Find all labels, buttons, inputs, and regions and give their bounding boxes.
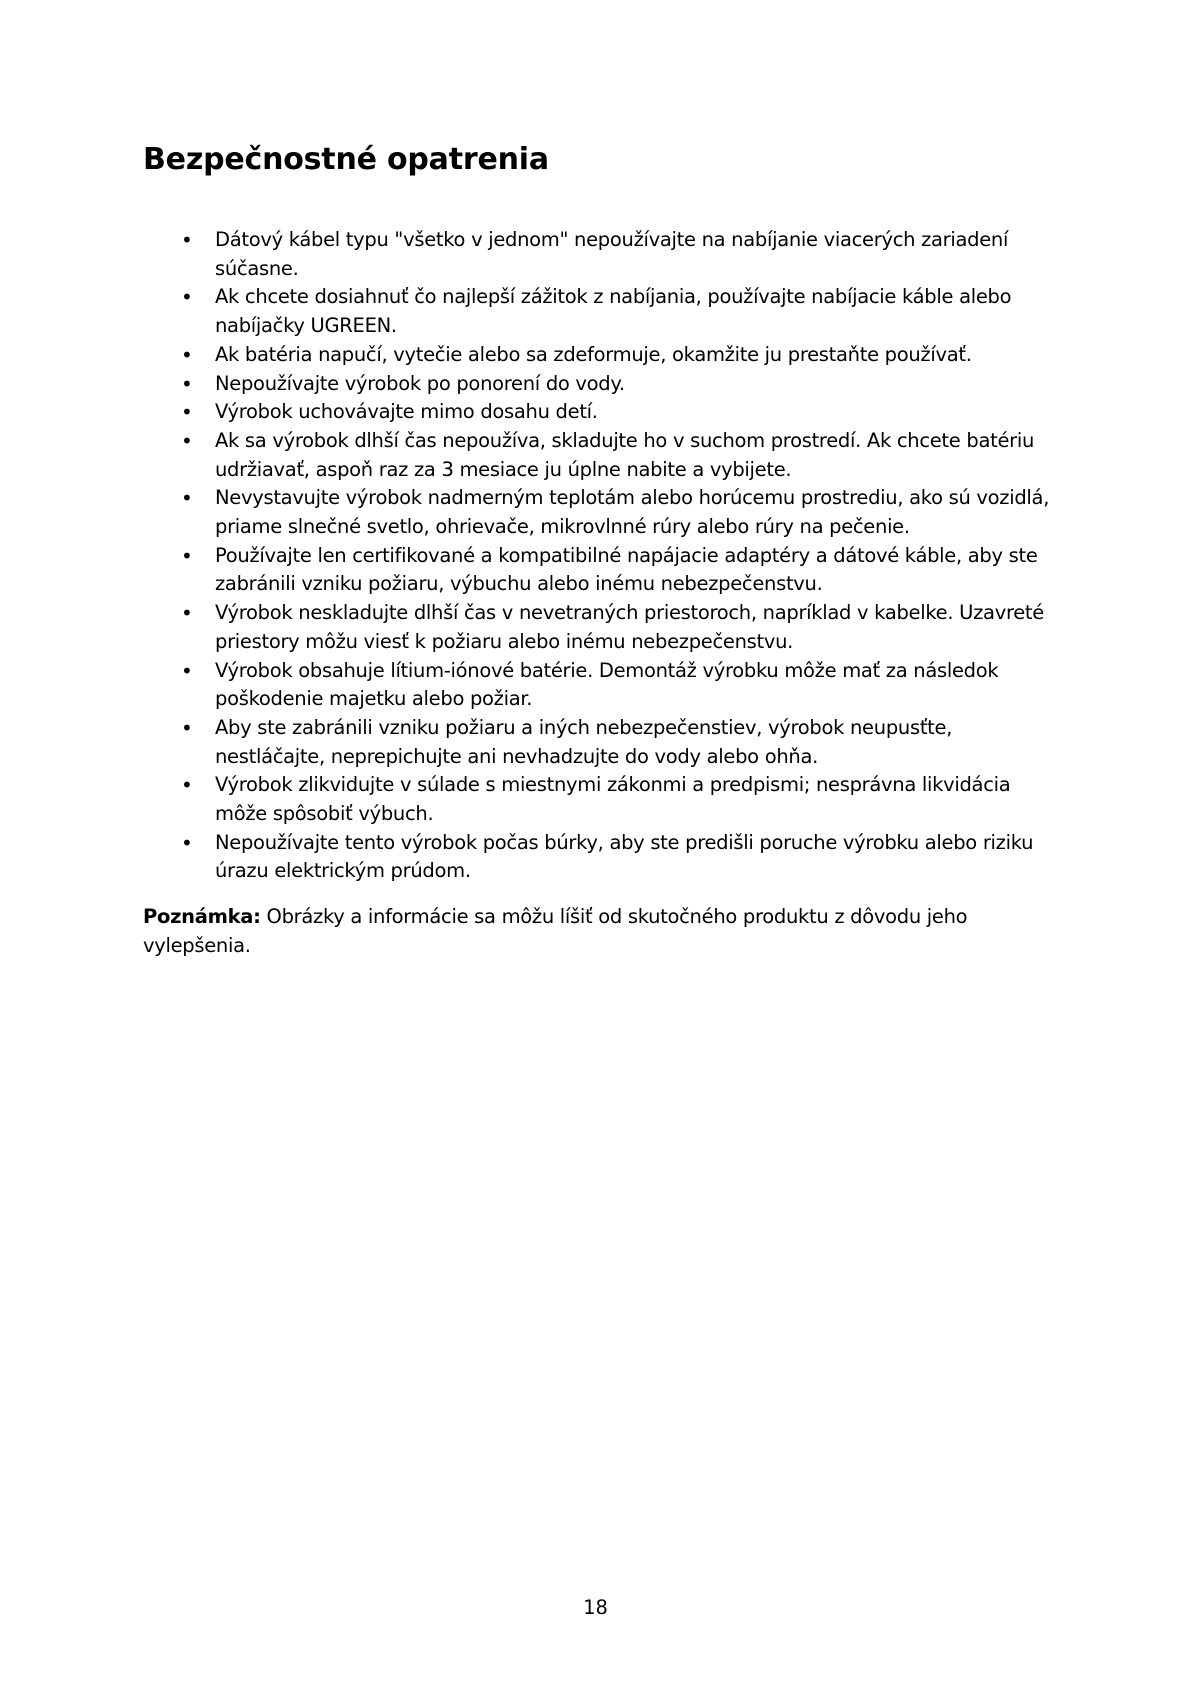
list-item: • Výrobok uchovávajte mimo dosahu detí.	[143, 398, 1063, 427]
note-text: Obrázky a informácie sa môžu líšiť od skutočného produktu z dôvodu jeho vylepšenia.	[143, 905, 968, 957]
precautions-list	[143, 226, 1063, 886]
note-paragraph	[143, 903, 1063, 960]
list-item: • Výrobok obsahuje lítium-iónové batérie. Demontáž výrobku môže mať za následok poškodenie majetku alebo požiar.	[143, 657, 1063, 714]
page-title: Bezpečnostné opatrenia	[143, 142, 549, 177]
note-label: Poznámka:	[143, 905, 261, 928]
list-item: • Nepoužívajte výrobok po ponorení do vody.	[143, 370, 1063, 399]
list-item: • Ak chcete dosiahnuť čo najlepší zážitok z nabíjania, používajte nabíjacie káble alebo nabíjačky UGREEN.	[143, 283, 1063, 340]
list-item: • Dátový kábel typu "všetko v jednom" nepoužívajte na nabíjanie viacerých zariadení súčasne.	[143, 226, 1063, 283]
list-item: • Výrobok neskladujte dlhší čas v nevetraných priestoroch, napríklad v kabelke. Uzavreté priestory môžu viesť k požiaru alebo inému nebezpečenstvu.	[143, 599, 1063, 656]
page-number: 18	[583, 1596, 608, 1619]
list-item: • Nepoužívajte tento výrobok počas búrky, aby ste predišli poruche výrobku alebo riziku úrazu elektrickým prúdom.	[143, 829, 1063, 886]
list-item: • Výrobok zlikvidujte v súlade s miestnymi zákonmi a predpismi; nesprávna likvidácia môže spôsobiť výbuch.	[143, 771, 1063, 828]
list-item: • Používajte len certifikované a kompatibilné napájacie adaptéry a dátové káble, aby ste zabránili vzniku požiaru, výbuchu alebo inému nebezpečenstvu.	[143, 542, 1063, 599]
list-item: • Ak batéria napučí, vytečie alebo sa zdeformuje, okamžite ju prestaňte používať.	[143, 341, 1063, 370]
list-item: • Ak sa výrobok dlhší čas nepoužíva, skladujte ho v suchom prostredí. Ak chcete batériu udržiavať, aspoň raz za 3 mesiace ju úplne nabite a vybijete.	[143, 427, 1063, 484]
list-item: • Aby ste zabránili vzniku požiaru a iných nebezpečenstiev, výrobok neupusťte, nestláčajte, neprepichujte ani nevhadzujte do vody alebo ohňa.	[143, 714, 1063, 771]
list-item: • Nevystavujte výrobok nadmerným teplotám alebo horúcemu prostrediu, ako sú vozidlá, priame slnečné svetlo, ohrievače, mikrovlnné rúry alebo rúry na pečenie.	[143, 484, 1063, 541]
